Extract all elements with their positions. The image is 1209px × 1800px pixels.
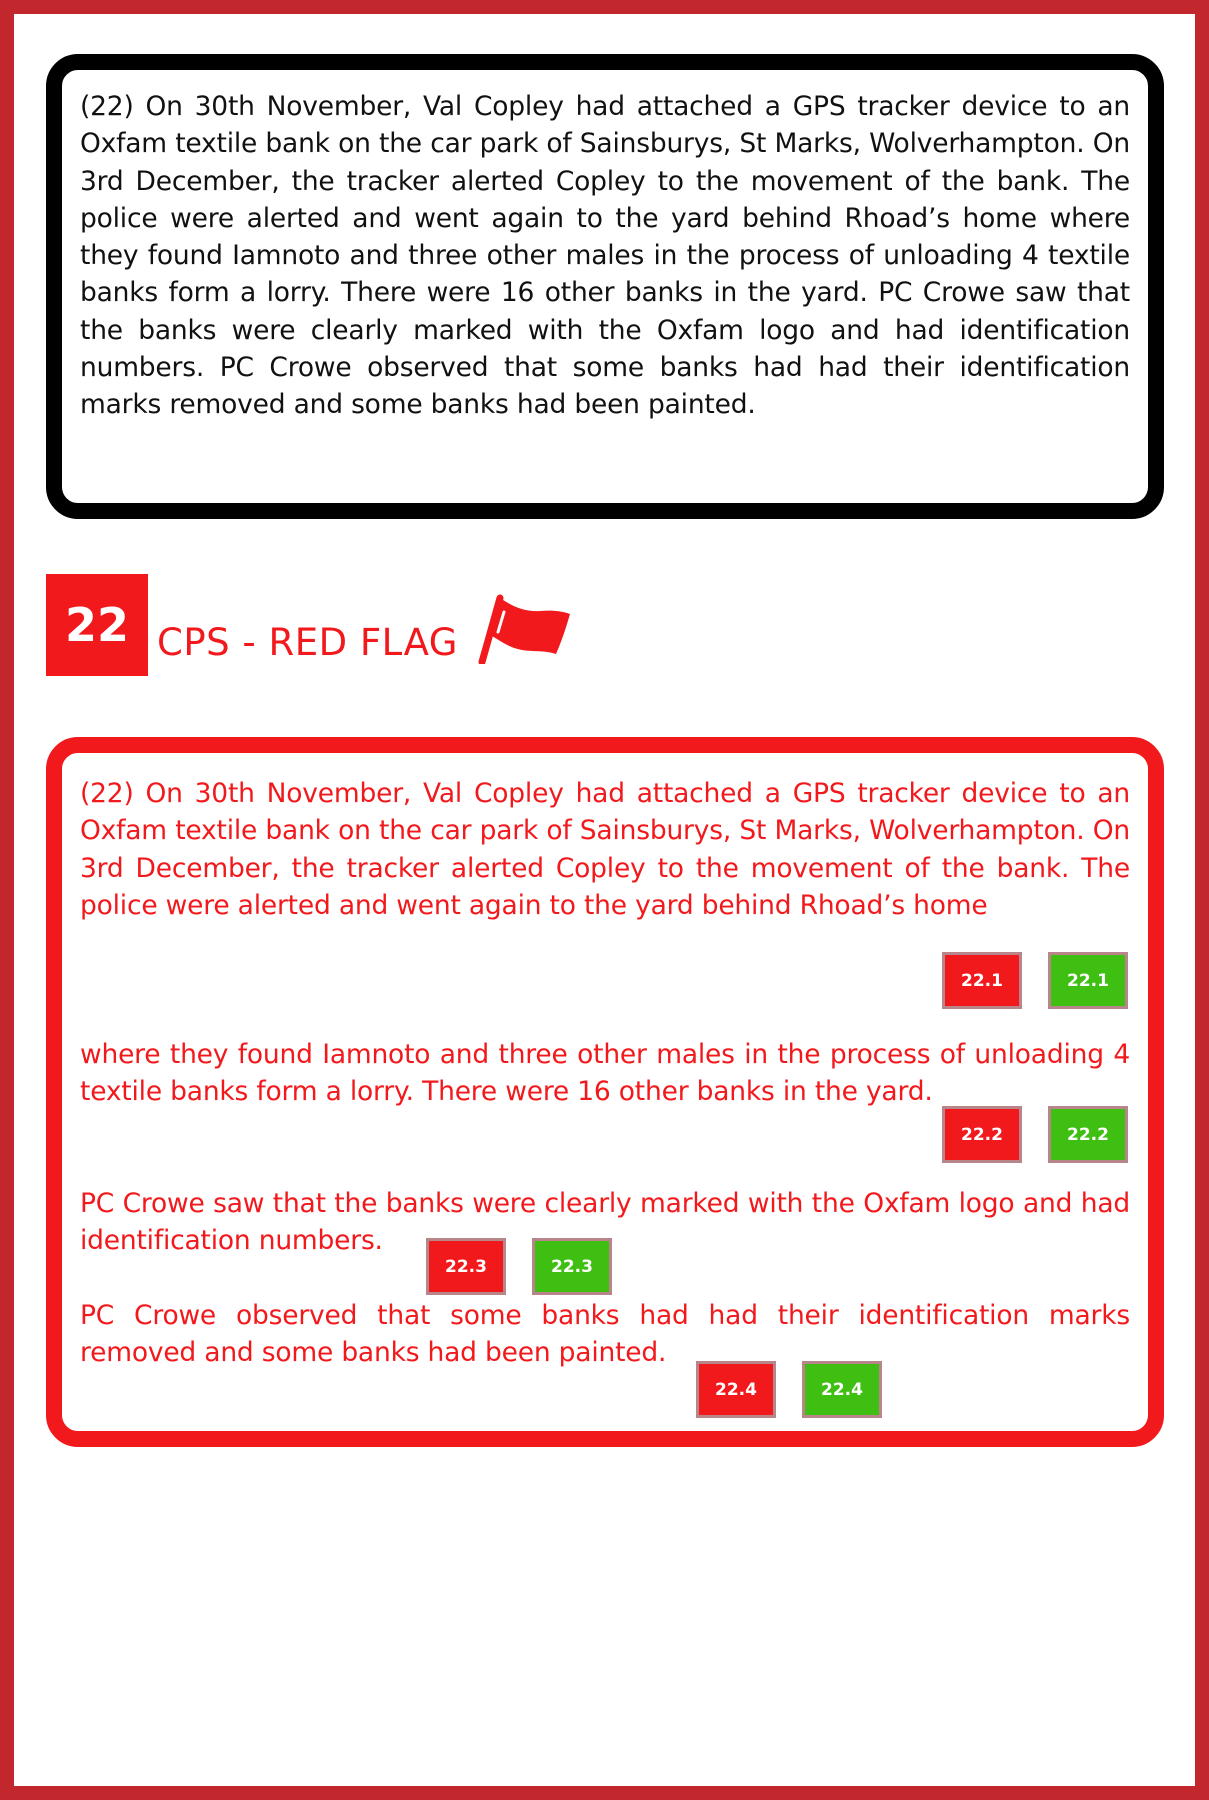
red-badge-22-2[interactable]: 22.2 xyxy=(942,1106,1022,1163)
summary-box xyxy=(46,54,1164,519)
green-badge-22-2[interactable]: 22.2 xyxy=(1048,1106,1128,1163)
segment-text-3: PC Crowe saw that the banks were clearly marked with the Oxfam logo and had identification numbers. xyxy=(80,1188,1130,1257)
section-title: CPS - RED FLAG xyxy=(157,621,458,664)
green-badge-22-1[interactable]: 22.1 xyxy=(1048,952,1128,1009)
segment-text-2: where they found Iamnoto and three other males in the process of unloading 4 textile banks form a lorry. There were 16 other banks in the yard. xyxy=(80,1039,1130,1108)
green-badge-22-4[interactable]: 22.4 xyxy=(802,1361,882,1418)
segment-text-1: (22) On 30th November, Val Copley had attached a GPS tracker device to an Oxfam textile bank on the car park of Sainsburys, St Marks, Wolverhampton. On 3rd December, the tracker alerted Copley to the movement of the bank. The police were alerted and went again to the yard behind Rhoad’s home xyxy=(80,778,1130,921)
summary-text: (22) On 30th November, Val Copley had attached a GPS tracker device to an Oxfam textile bank on the car park of Sainsburys, St Marks, Wolverhampton. On 3rd December, the tracker alerted Copley to the movement of the bank. The police were alerted and went again to the yard behind Rhoad’s home where they found Iamnoto and three other males in the process of unloading 4 textile banks form a lorry. There were 16 other banks in the yard. PC Crowe saw that the banks were clearly marked with the Oxfam logo and had identification numbers. PC Crowe observed that some banks had had their identification marks removed and some banks had been painted. xyxy=(80,91,1130,421)
red-badge-22-3[interactable]: 22.3 xyxy=(426,1238,506,1295)
section-number: 22 xyxy=(46,574,148,676)
green-badge-22-3[interactable]: 22.3 xyxy=(532,1238,612,1295)
red-flag-icon xyxy=(478,592,572,664)
red-flag-box xyxy=(46,737,1164,1447)
red-badge-22-1[interactable]: 22.1 xyxy=(942,952,1022,1009)
segment-text-4: PC Crowe observed that some banks had had their identification marks removed and some banks had been painted. xyxy=(80,1300,1130,1369)
red-badge-22-4[interactable]: 22.4 xyxy=(696,1361,776,1418)
